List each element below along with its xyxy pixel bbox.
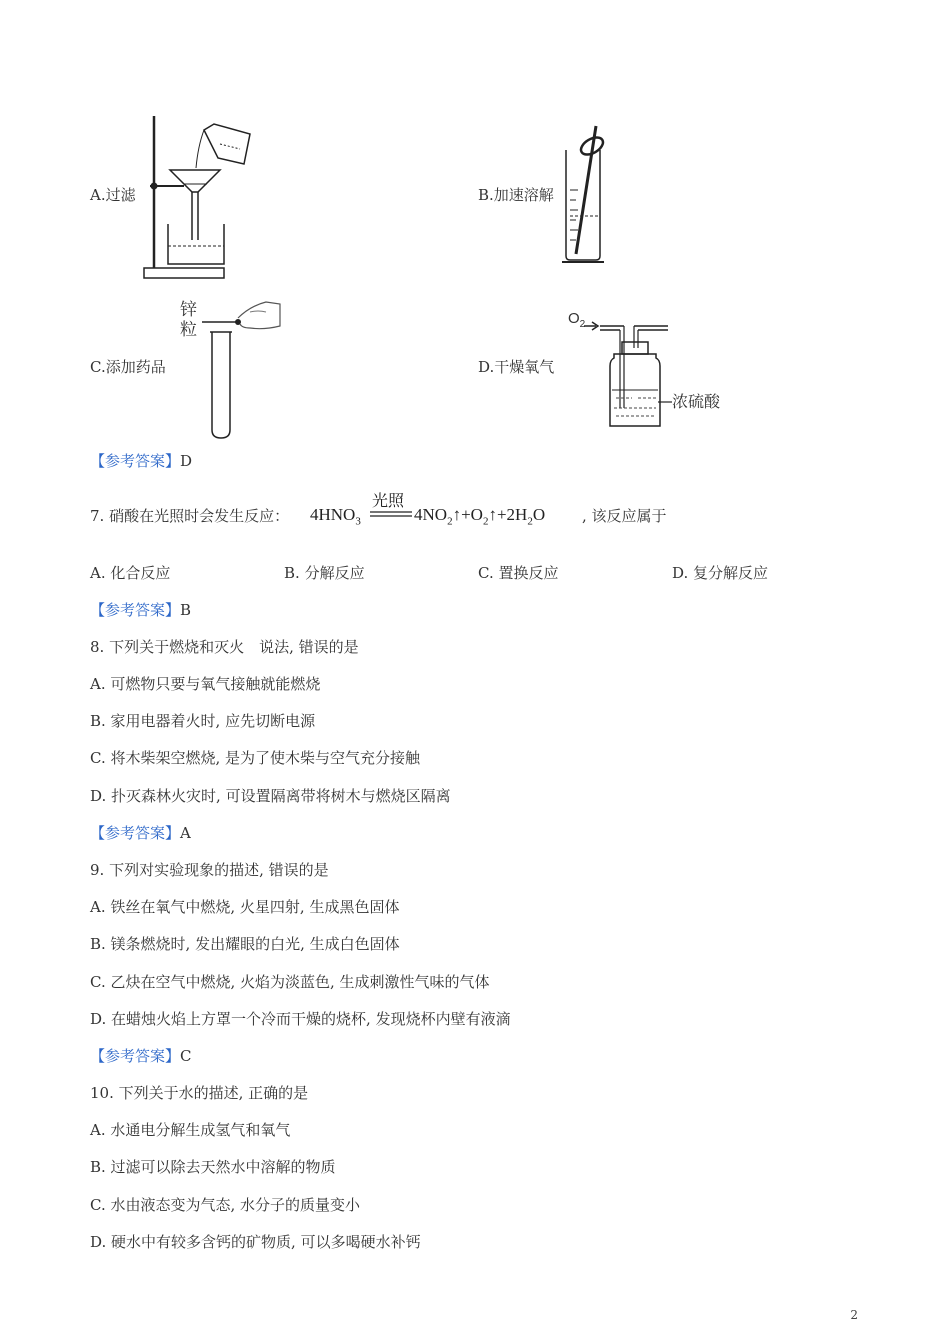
zinc-label-2: 粒 (180, 320, 197, 340)
page-number: 2 (850, 1308, 858, 1322)
q7-option-d: D. 复分解反应 (672, 564, 769, 582)
q10-option-b: B. 过滤可以除去天然水中溶解的物质 (90, 1158, 336, 1176)
q8-option-a: A. 可燃物只要与氧气接触就能燃烧 (90, 675, 321, 693)
q6-option-d: D.干燥氧气 (478, 358, 555, 376)
nitric-acid-equation (310, 490, 600, 540)
equation-condition: 光照 (372, 491, 405, 510)
adding-reagent-figure (200, 298, 282, 442)
oxygen-label: $O_2$ (568, 310, 586, 330)
q7-option-c: C. 置换反应 (478, 564, 559, 582)
stirring-dissolution-figure (556, 120, 616, 270)
q7-option-a: A. 化合反应 (90, 564, 171, 582)
equation-reactant: $4HNO_3$ (310, 505, 361, 528)
q9-option-d: D. 在蜡烛火焰上方罩一个冷而干燥的烧杯, 发现烧杯内壁有液滴 (90, 1010, 511, 1028)
concentrated-sulfuric-acid-label: 浓硫酸 (672, 392, 721, 411)
q6-answer: 【参考答案】D (90, 452, 193, 470)
q6-option-c: C.添加药品 (90, 358, 166, 376)
q10-option-d: D. 硬水中有较多含钙的矿物质, 可以多喝硬水补钙 (90, 1233, 421, 1251)
q9-option-b: B. 镁条燃烧时, 发出耀眼的白光, 生成白色固体 (90, 935, 400, 953)
q9-stem: 9. 下列对实验现象的描述, 错误的是 (90, 861, 329, 879)
q9-answer: 【参考答案】C (90, 1047, 192, 1065)
equation-products: $4NO_2↑+O_2↑+2H_2O$ (414, 505, 546, 528)
q8-option-d: D. 扑灭森林火灾时, 可设置隔离带将树木与燃烧区隔离 (90, 787, 451, 805)
q10-option-a: A. 水通电分解生成氢气和氧气 (90, 1121, 291, 1139)
q8-option-c: C. 将木柴架空燃烧, 是为了使木柴与空气充分接触 (90, 749, 421, 767)
q9-option-a: A. 铁丝在氧气中燃烧, 火星四射, 生成黑色固体 (90, 898, 400, 916)
q7-stem-prefix: 7. 硝酸在光照时会发生反应： (90, 507, 290, 525)
q8-answer: 【参考答案】A (90, 824, 191, 842)
zinc-label-1: 锌 (180, 300, 197, 320)
q9-option-c: C. 乙炔在空气中燃烧, 火焰为淡蓝色, 生成刺激性气味的气体 (90, 973, 490, 991)
q8-stem: 8. 下列关于燃烧和灭火 说法, 错误的是 (90, 638, 359, 656)
filtration-apparatus-figure (140, 112, 255, 282)
q6-option-b: B.加速溶解 (478, 186, 554, 204)
q7-answer: 【参考答案】B (90, 601, 192, 619)
q8-option-b: B. 家用电器着火时, 应先切断电源 (90, 712, 316, 730)
q7-stem-suffix: , 该反应属于 (582, 507, 667, 525)
q10-stem: 10. 下列关于水的描述, 正确的是 (90, 1084, 309, 1102)
gas-drying-bottle-figure (584, 316, 674, 430)
equation-equals-sign (370, 511, 412, 519)
q6-option-a: A.过滤 (90, 186, 136, 204)
q7-option-b: B. 分解反应 (284, 564, 365, 582)
q10-option-c: C. 水由液态变为气态, 水分子的质量变小 (90, 1196, 361, 1214)
